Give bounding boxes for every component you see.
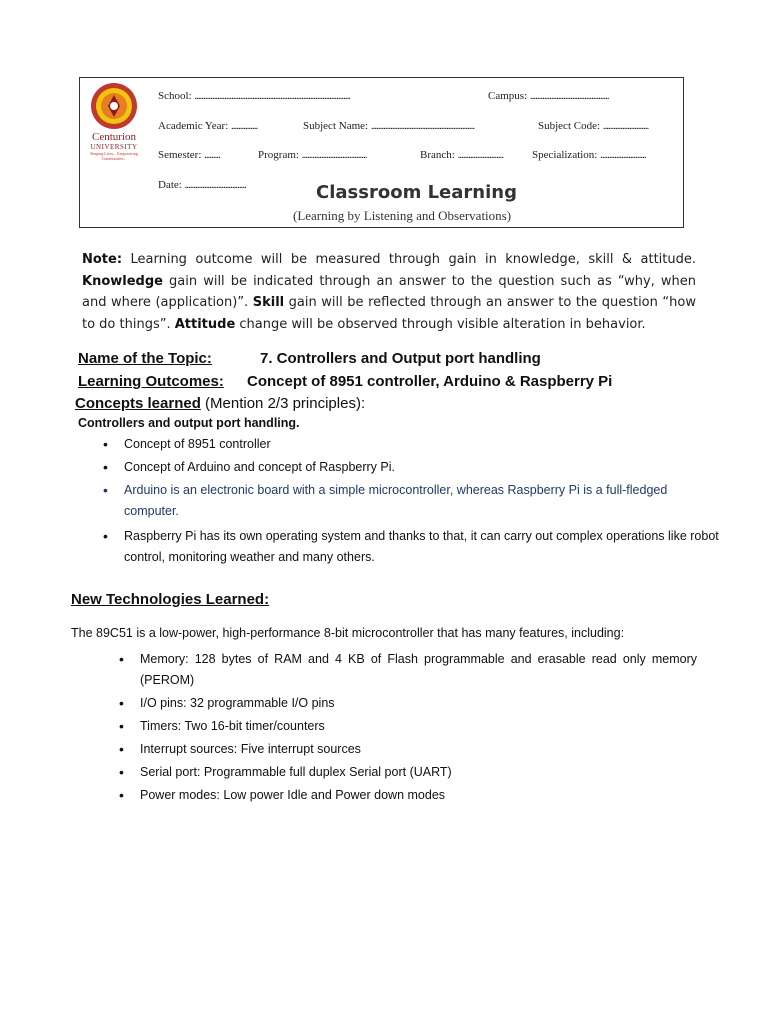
list-item: • Interrupt sources: Five interrupt sources bbox=[116, 739, 697, 760]
specialization-field: Specialization: .......................... bbox=[532, 149, 646, 161]
subject-name-field: Subject Name: ........................................................... bbox=[303, 120, 475, 132]
new-tech-heading: New Technologies Learned: bbox=[71, 591, 270, 608]
attitude-label: Attitude bbox=[174, 316, 236, 332]
logo-sub: UNIVERSITY bbox=[90, 143, 138, 151]
form-subtitle: (Learning by Listening and Observations) bbox=[293, 208, 512, 223]
university-seal-icon bbox=[90, 82, 138, 130]
note-line2: gain will be indicated through an answer to the question such as “why, when and where (application)”. bbox=[82, 273, 696, 310]
note-line3: gain will be reflected through an answer to the question “how to do things”. bbox=[82, 295, 696, 332]
concepts-label: Concepts learned bbox=[75, 395, 201, 412]
subject-code-field: Subject Code: .......................... bbox=[538, 120, 649, 132]
list-item: • Raspberry Pi has its own operating system and thanks to that, it can carry out complex operations like robot control, monitoring weather and many others. bbox=[100, 526, 722, 568]
list-item: • Power modes: Low power Idle and Power down modes bbox=[116, 785, 697, 806]
semester-field: Semester: ......... bbox=[158, 149, 220, 161]
note-line4: change will be observed through visible alteration in behavior. bbox=[235, 316, 646, 332]
date-field: Date: ................................... bbox=[158, 179, 246, 191]
note-label: Note: bbox=[82, 252, 123, 267]
university-logo bbox=[86, 82, 142, 161]
topic-name-label: Name of the Topic: bbox=[78, 350, 212, 367]
header-box bbox=[79, 77, 684, 228]
campus-field: Campus: ............................................. bbox=[488, 90, 609, 102]
list-item: • I/O pins: 32 programmable I/O pins bbox=[116, 693, 697, 714]
outcomes-row bbox=[78, 373, 224, 390]
logo-tagline: Shaping Lives... Empowering Communities... bbox=[90, 151, 138, 161]
note-paragraph bbox=[82, 249, 696, 335]
topic-name-row bbox=[78, 350, 212, 367]
skill-label: Skill bbox=[252, 295, 285, 310]
concepts-hint: (Mention 2/3 principles): bbox=[200, 395, 366, 412]
academic-year-field: Academic Year: ............... bbox=[158, 120, 258, 132]
concepts-list bbox=[100, 434, 722, 568]
logo-name: Centurion bbox=[92, 131, 136, 143]
list-item: • Arduino is an electronic board with a simple microcontroller, whereas Raspberry Pi is a full-fledged computer. bbox=[100, 480, 722, 522]
concepts-learned-heading bbox=[75, 395, 365, 412]
list-item: • Concept of 8951 controller bbox=[100, 434, 722, 455]
list-item: • Timers: Two 16-bit timer/counters bbox=[116, 716, 697, 737]
list-item: • Serial port: Programmable full duplex Serial port (UART) bbox=[116, 762, 697, 783]
list-item: • Concept of Arduino and concept of Raspberry Pi. bbox=[100, 457, 722, 478]
list-item: • Memory: 128 bytes of RAM and 4 KB of Flash programmable and erasable read only memory (PEROM) bbox=[116, 649, 697, 691]
note-line1: Learning outcome will be measured through gain in knowledge, skill & attitude. bbox=[122, 252, 696, 267]
topic-name-value: 7. Controllers and Output port handling bbox=[260, 350, 541, 367]
concepts-subheading: Controllers and output port handling. bbox=[78, 416, 300, 430]
school-field: School: ......................................................................................... bbox=[158, 90, 351, 102]
features-list bbox=[116, 649, 697, 806]
outcomes-label: Learning Outcomes: bbox=[78, 373, 224, 390]
form-title: Classroom Learning bbox=[316, 182, 517, 203]
branch-field: Branch: .......................... bbox=[420, 149, 504, 161]
new-tech-intro: The 89C51 is a low-power, high-performance 8-bit microcontroller that has many features, including: bbox=[71, 626, 625, 640]
outcomes-value: Concept of 8951 controller, Arduino & Raspberry Pi bbox=[247, 373, 613, 390]
knowledge-label: Knowledge bbox=[82, 273, 163, 289]
program-field: Program: ..................................... bbox=[258, 149, 367, 161]
